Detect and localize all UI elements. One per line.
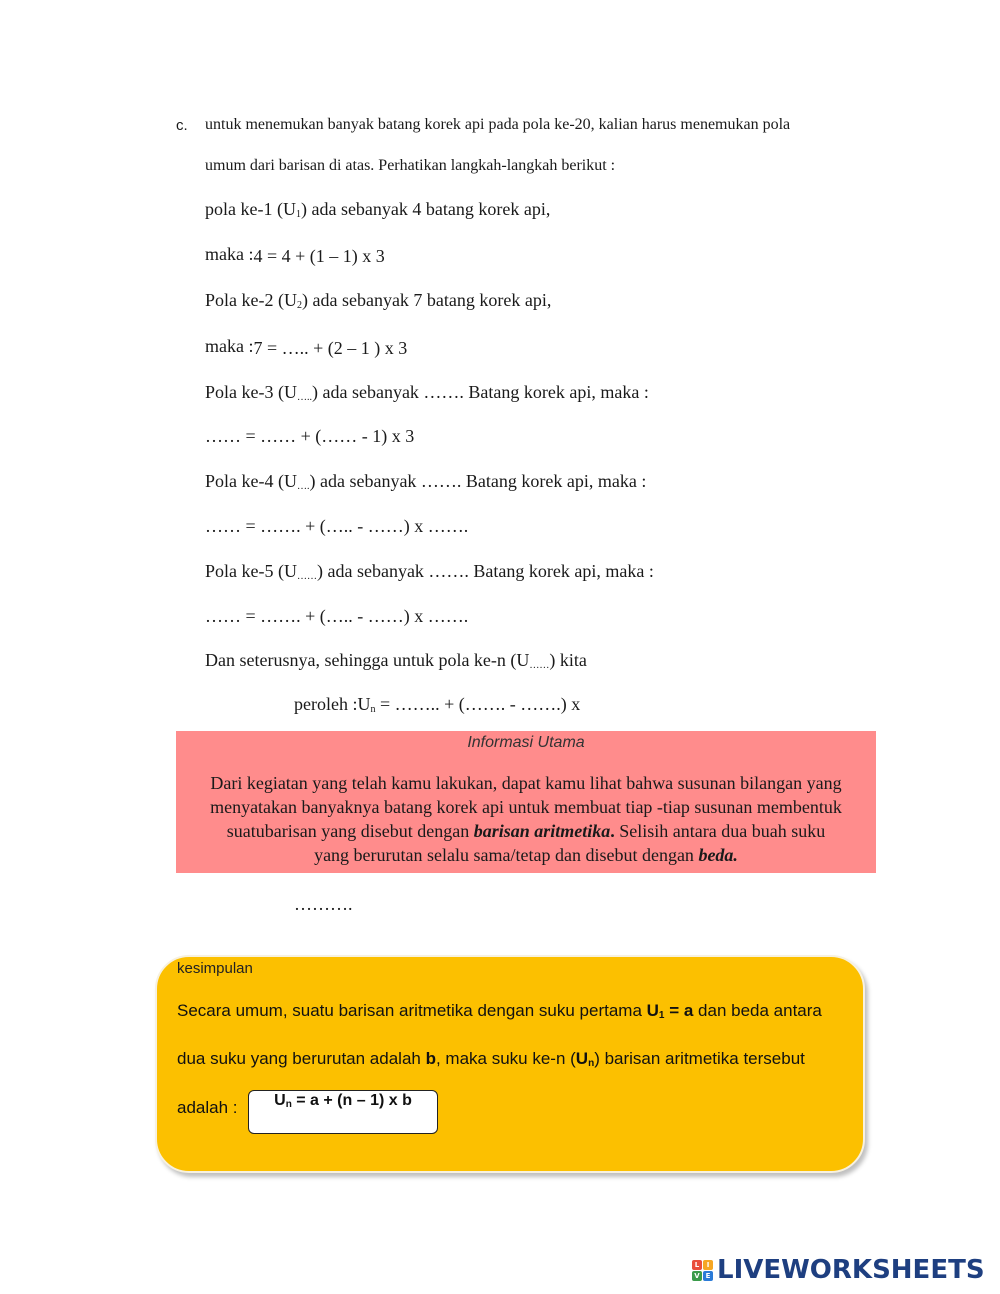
step-4-statement[interactable]: Pola ke-4 $(U_{\dots.})$ ada sebanyak ……. Batang korek api, maka : [205, 471, 647, 492]
conclusion-label: kesimpulan [177, 960, 253, 977]
step-n-statement[interactable]: Dan seterusnya, sehingga untuk pola ke-n $(U_{\dots\dots})$ kita [205, 650, 587, 671]
trailing-blank[interactable]: ………. [294, 894, 353, 914]
logo-letter-l: L [692, 1260, 702, 1270]
logo-text: LIVEWORKSHEETS [717, 1255, 985, 1285]
step-5-equation[interactable]: …… = ……. + (….. - ……) x ……. [205, 606, 469, 626]
step-3-equation[interactable]: …… = …… + (…… - 1) x 3 [205, 426, 415, 446]
formula-text: $U_n = a + (n - 1)$ x b [274, 1092, 412, 1110]
general-formula-blank[interactable]: peroleh $:U_n$ = …….. + (……. - …….) x [294, 694, 581, 715]
logo-letter-e: E [703, 1271, 713, 1281]
intro-line-1: untuk menemukan banyak batang korek api pada pola ke-20, kalian harus menemukan pola [205, 116, 791, 133]
liveworksheets-logo [692, 1255, 985, 1285]
info-body: Dari kegiatan yang telah kamu lakukan, dapat kamu lihat bahwa susunan bilangan yang menyatakan banyaknya batang korek api untuk membuat tiap -tiap susunan membentuk suatubarisan yang disebut dengan barisan aritmetika. Selisih antara dua buah suku yang berurutan selalu sama/tetap dan disebut dengan beda. [210, 773, 842, 865]
conclusion-line-1: Secara umum, suatu barisan aritmetika dengan suku pertama $U_1 = a$ dan beda antara [177, 1001, 822, 1021]
logo-mark-icon [692, 1260, 713, 1281]
logo-letter-v: V [692, 1271, 702, 1281]
step-2-statement: Pola ke-2 $(U_2)$ ada sebanyak 7 batang korek api, [205, 290, 552, 311]
conclusion-box [155, 955, 865, 1173]
list-marker: c. [176, 117, 188, 134]
info-box [176, 731, 876, 873]
logo-letter-i: I [703, 1260, 713, 1270]
step-1-equation: maka :4 = 4 + (1 – 1) x 3 [205, 244, 385, 266]
info-title: Informasi Utama [467, 734, 585, 751]
step-1-statement: pola ke-1 $(U_1)$ ada sebanyak 4 batang korek api, [205, 199, 551, 220]
formula-box [248, 1090, 438, 1134]
conclusion-line-3: adalah : [177, 1098, 238, 1117]
step-3-statement[interactable]: Pola ke-3 $(U_{\dots..})$ ada sebanyak ……. Batang korek api, maka : [205, 382, 649, 403]
intro-line-2: umum dari barisan di atas. Perhatikan langkah-langkah berikut : [205, 157, 616, 174]
step-2-equation: maka :7 = ….. + (2 – 1 ) x 3 [205, 336, 408, 358]
step-4-equation[interactable]: …… = ……. + (….. - ……) x ……. [205, 516, 469, 536]
step-5-statement[interactable]: Pola ke-5 $(U_{\dots\dots})$ ada sebanyak ……. Batang korek api, maka : [205, 561, 654, 582]
conclusion-line-2: dua suku yang berurutan adalah b, maka suku ke-n $(U_n)$ barisan aritmetika tersebut [177, 1049, 805, 1069]
